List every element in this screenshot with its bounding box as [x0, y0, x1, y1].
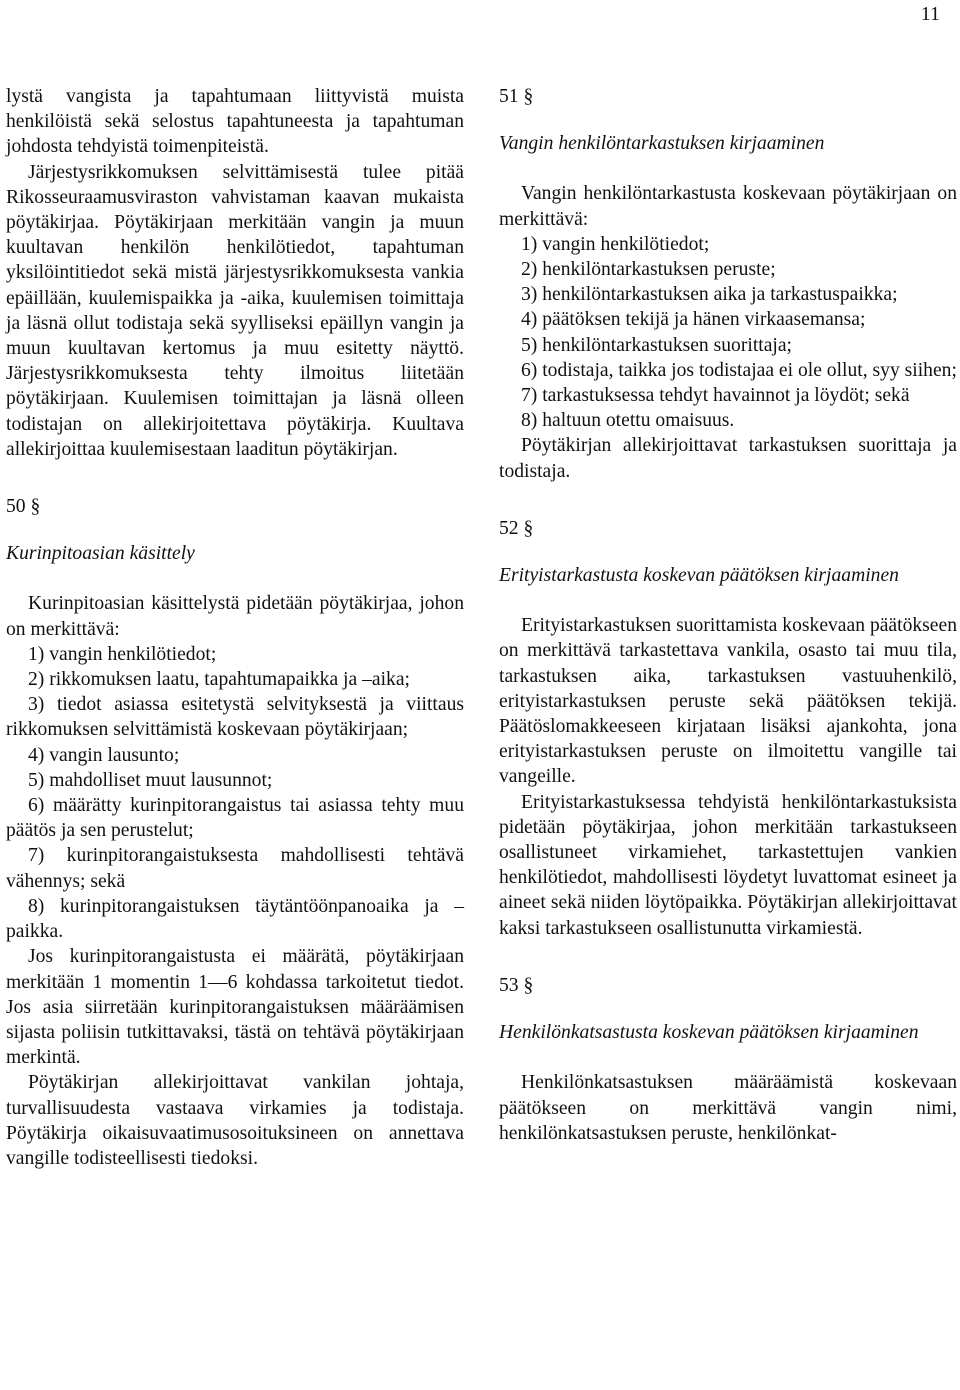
paragraph: Kurinpitoasian käsittelystä pidetään pöytäkirjaa, johon on merkittävä: — [6, 593, 464, 640]
page-number: 11 — [920, 3, 940, 25]
paragraph: Pöytäkirjan allekirjoittavat tarkastuksen suorittaja ja todistaja. — [499, 435, 957, 482]
list-item: 8) haltuun otettu omaisuus. — [521, 410, 735, 432]
right-column — [499, 84, 957, 1146]
section-title: Erityistarkastusta koskevan päätöksen kirjaaminen — [499, 565, 899, 587]
paragraph: Vangin henkilöntarkastusta koskevaan pöytäkirjaan on merkittävä: — [499, 183, 957, 230]
list-item: 3) tiedot asiassa esitetystä selvityksestä ja viittaus rikkomuksen selvittämistä koskevaan pöytäkirjaan; — [6, 694, 464, 741]
list-item: 1) vangin henkilötiedot; — [521, 233, 710, 255]
section-number: 51 § — [499, 86, 534, 107]
list-item: 4) päätöksen tekijä ja hänen virkaasemansa; — [521, 309, 866, 331]
paragraph: Erityistarkastuksen suorittamista koskevaan päätökseen on merkittävä tarkastettava vankila, osasto tai muu tila, tarkastuksen aika, tarkastuksen vastuuhenkilö, erityistarkastuksen peruste sekä päätöksen tekijä. Päätöslomakkeeseen kirjataan lisäksi ajankohta, jona erityistarkastuksen peruste on ilmoitettu vangille tai vangeille. — [499, 615, 957, 788]
section-number: 53 § — [499, 974, 534, 996]
paragraph: Järjestysrikkomuksen selvittämisestä tulee pitää Rikosseuraamusviraston vahvistaman kaavan mukaista pöytäkirjaa. Pöytäkirjaan merkitään vangin ja muun kuultavan henkilön henkilötiedot, tapahtuman yksilöintitiedot sekä mistä järjestysrikkomuksesta vankia epäillään, kuulemispaikka ja -aika, kuulemisen toimittaja ja läsnä ollut todistaja sekä syylliseksi epäillyn vangin ja muun kuultavan kertomus ja muu esitetty näyttö. Järjestysrikkomuksesta tehty ilmoitus liitetään pöytäkirjaan. Kuulemisen toimittajan ja läsnä olleen todistajan on allekirjoitettava pöytäkirja. Kuultava allekirjoittaa kuulemisestaan laaditun pöytäkirjan. — [6, 161, 464, 460]
paragraph: Erityistarkastuksessa tehdyistä henkilöntarkastuksista pidetään pöytäkirjaa, johon merkitään tarkastukseen osallistuneet virkamiehet, tarkastettujen vankien henkilötiedot, mahdollisesti löydetyt luvattomat esineet ja aineet sekä niiden löytöpaikka. Pöytäkirjan allekirjoittavat kaksi tarkastukseen osallistunutta virkamiestä. — [499, 791, 957, 939]
list-item: 4) vangin lausunto; — [28, 744, 180, 766]
list-item: 6) määrätty kurinpitorangaistus tai asiassa tehty muu päätös ja sen perustelut; — [6, 795, 464, 842]
list-item: 7) kurinpitorangaistuksesta mahdollisesti tehtävä vähennys; sekä — [6, 845, 464, 892]
list-item: 7) tarkastuksessa tehdyt havainnot ja löydöt; sekä — [521, 385, 910, 407]
section-title: Vangin henkilöntarkastuksen kirjaaminen — [499, 133, 825, 155]
list-item: 3) henkilöntarkastuksen aika ja tarkastuspaikka; — [521, 284, 898, 306]
section-number: 52 § — [499, 517, 534, 539]
list-item: 2) rikkomuksen laatu, tapahtumapaikka ja –aika; — [28, 669, 410, 691]
list-item: 8) kurinpitorangaistuksen täytäntöönpanoaika ja –paikka. — [6, 895, 464, 943]
paragraph: lystä vangista ja tapahtumaan liittyvistä muista henkilöistä sekä selostus tapahtuneesta ja tapahtuman johdosta tehdyistä toimenpiteistä. — [6, 86, 464, 158]
section-title: Henkilönkatsastusta koskevan päätöksen kirjaaminen — [499, 1022, 919, 1044]
list-item: 6) todistaja, taikka jos todistajaa ei ole ollut, syy siihen; — [521, 359, 957, 381]
list-item: 2) henkilöntarkastuksen peruste; — [521, 259, 776, 281]
list-item: 5) henkilöntarkastuksen suorittaja; — [521, 334, 792, 356]
list-item: 1) vangin henkilötiedot; — [28, 643, 217, 665]
list-item: 5) mahdolliset muut lausunnot; — [28, 769, 273, 791]
paragraph: Jos kurinpitorangaistusta ei määrätä, pöytäkirjaan merkitään 1 momentin 1—6 kohdassa tarkoitetut tiedot. Jos asia siirretään kurinpitorangaistuksen määräämisen sijasta poliisin tutkittavaksi, tästä on tehtävä pöytäkirjaan merkintä. — [6, 946, 464, 1069]
paragraph: Pöytäkirjan allekirjoittavat vankilan johtaja, turvallisuudesta vastaava virkamies ja todistaja. Pöytäkirja oikaisuvaatimusosoituksineen on annettava vangille todisteellisesti tiedoksi. — [6, 1072, 464, 1169]
section-title: Kurinpitoasian käsittely — [6, 543, 195, 565]
paragraph: Henkilönkatsastuksen määräämistä koskevaan päätökseen on merkittävä vangin nimi, henkilönkatsastuksen peruste, henkilönkat- — [499, 1072, 957, 1144]
left-column — [6, 84, 464, 1171]
section-number: 50 § — [6, 496, 41, 518]
